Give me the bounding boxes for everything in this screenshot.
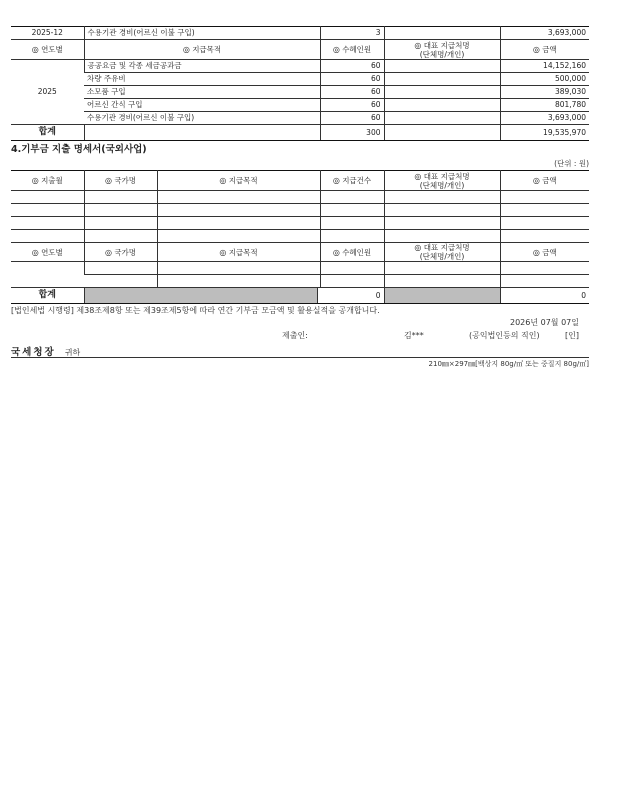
purpose-cell: 수용기관 경비(어르신 이불 구입) — [84, 112, 320, 125]
table-row — [11, 73, 589, 86]
submitter-label: 제출인: — [282, 331, 308, 340]
total-amount: 19,535,970 — [500, 125, 589, 141]
total-label: 합계 — [11, 288, 84, 304]
circled-bullet-icon: ◎ — [219, 247, 227, 257]
purpose-cell: 소모품 구입 — [84, 86, 320, 99]
seal-mark: [인] — [565, 331, 579, 340]
total-payee-shaded — [384, 288, 500, 304]
header-purpose: ◎ 지급목적 — [157, 243, 320, 262]
payee-cell — [384, 73, 500, 86]
count-cell: 60 — [320, 99, 384, 112]
office-name: 국세청장 — [11, 347, 56, 358]
header-amount: ◎ 금액 — [500, 243, 589, 262]
header-purpose: ◎ 지급목적 — [157, 171, 320, 191]
table-row — [11, 60, 589, 73]
circled-bullet-icon: ◎ — [182, 45, 190, 54]
header-count: ◎ 수혜인원 — [320, 40, 384, 60]
total-count: 300 — [320, 125, 384, 141]
header-year: ◎ 연도별 — [11, 243, 84, 262]
unit-label: (단위 : 원) — [554, 159, 589, 168]
circled-bullet-icon: ◎ — [31, 45, 39, 54]
domestic-expenditure-table — [11, 26, 589, 141]
recipient-office — [11, 342, 589, 358]
paper-spec: 210㎜×297㎜[백상지 80g/㎡ 또는 중질지 80g/㎡] — [428, 360, 589, 368]
circled-bullet-icon: ◎ — [332, 247, 340, 257]
header-amount: ◎ 금액 — [500, 171, 589, 191]
total-count: 0 — [317, 288, 384, 303]
submitter-role: (공익법인등의 직인) — [469, 331, 540, 340]
header-payee: ◎ 대표 지급처명 (단체명/개인) — [384, 171, 500, 191]
purpose-cell: 어르신 간식 구입 — [84, 99, 320, 112]
total-row — [11, 288, 589, 304]
year-cell: 2025-12 — [11, 27, 84, 40]
amount-cell: 14,152,160 — [500, 60, 589, 73]
table-row — [11, 217, 589, 230]
table-row — [11, 204, 589, 217]
count-cell: 60 — [320, 112, 384, 125]
header-count: ◎ 지급건수 — [320, 171, 384, 191]
amount-cell: 3,693,000 — [500, 27, 589, 40]
payee-cell — [384, 99, 500, 112]
total-payee-cell — [384, 125, 500, 141]
table-row — [11, 86, 589, 99]
circled-bullet-icon: ◎ — [414, 243, 422, 252]
table-row — [11, 27, 589, 40]
payee-cell — [384, 27, 500, 40]
circled-bullet-icon: ◎ — [219, 176, 227, 185]
purpose-cell: 수용기관 경비(어르신 이불 구입) — [84, 27, 320, 40]
circled-bullet-icon: ◎ — [104, 176, 112, 185]
circled-bullet-icon: ◎ — [104, 247, 112, 257]
table-header-row — [11, 243, 589, 262]
purpose-cell: 공공요금 및 각종 세금공과금 — [84, 60, 320, 73]
count-cell: 3 — [320, 27, 384, 40]
circled-bullet-icon: ◎ — [332, 45, 340, 54]
document-page — [11, 26, 589, 370]
submitter-line — [11, 329, 589, 342]
header-country: ◎ 국가명 — [84, 243, 157, 262]
circled-bullet-icon: ◎ — [532, 247, 540, 257]
table-header-row — [11, 171, 589, 191]
table-row — [11, 99, 589, 112]
circled-bullet-icon: ◎ — [414, 171, 422, 181]
circled-bullet-icon: ◎ — [31, 247, 39, 257]
table-header-row — [11, 40, 589, 60]
header-year: ◎ 연도별 — [11, 40, 84, 60]
group-year-cell: 2025 — [11, 60, 84, 125]
amount-cell: 801,780 — [500, 99, 589, 112]
submission-date: 2026년 07월 07일 — [510, 318, 579, 327]
purpose-cell: 차량 주유비 — [84, 73, 320, 86]
header-payee: ◎ 대표 지급처명 (단체명/개인) — [384, 243, 500, 262]
amount-cell: 3,693,000 — [500, 112, 589, 125]
circled-bullet-icon: ◎ — [532, 45, 540, 54]
section-title: 4.기부금 지출 명세서(국외사업) — [11, 144, 147, 155]
total-amount: 0 — [500, 288, 589, 304]
table-row — [11, 112, 589, 125]
circled-bullet-icon: ◎ — [332, 176, 340, 185]
payee-cell — [384, 86, 500, 99]
legal-note: [법인세법 시행령] 제38조제8항 또는 제39조제5항에 따라 연간 기부금 모금액 및 활용실적을 공개합니다. — [11, 306, 380, 315]
year-cell — [11, 262, 84, 288]
payee-cell — [384, 112, 500, 125]
header-country: ◎ 국가명 — [84, 171, 157, 191]
header-purpose: ◎ 지급목적 — [84, 40, 320, 60]
total-label: 합계 — [11, 125, 84, 141]
amount-cell: 500,000 — [500, 73, 589, 86]
circled-bullet-icon: ◎ — [532, 176, 540, 185]
table-row — [11, 275, 589, 288]
count-cell: 60 — [320, 73, 384, 86]
header-month: ◎ 지출월 — [11, 171, 84, 191]
circled-bullet-icon: ◎ — [31, 176, 39, 185]
table-row — [11, 262, 589, 275]
header-count: ◎ 수혜인원 — [320, 243, 384, 262]
submitter-name: 김*** — [404, 331, 424, 340]
total-purpose-cell — [84, 125, 320, 141]
count-cell: 60 — [320, 86, 384, 99]
total-shaded-cell — [84, 288, 384, 304]
office-suffix: 귀하 — [64, 348, 81, 357]
table-row — [11, 191, 589, 204]
header-payee: ◎ 대표 지급처명 (단체명/개인) — [384, 40, 500, 60]
header-amount: ◎ 금액 — [500, 40, 589, 60]
amount-cell: 389,030 — [500, 86, 589, 99]
circled-bullet-icon: ◎ — [414, 40, 422, 50]
total-row — [11, 125, 589, 141]
table-row — [11, 230, 589, 243]
count-cell: 60 — [320, 60, 384, 73]
overseas-expenditure-table — [11, 170, 589, 304]
payee-cell — [384, 60, 500, 73]
